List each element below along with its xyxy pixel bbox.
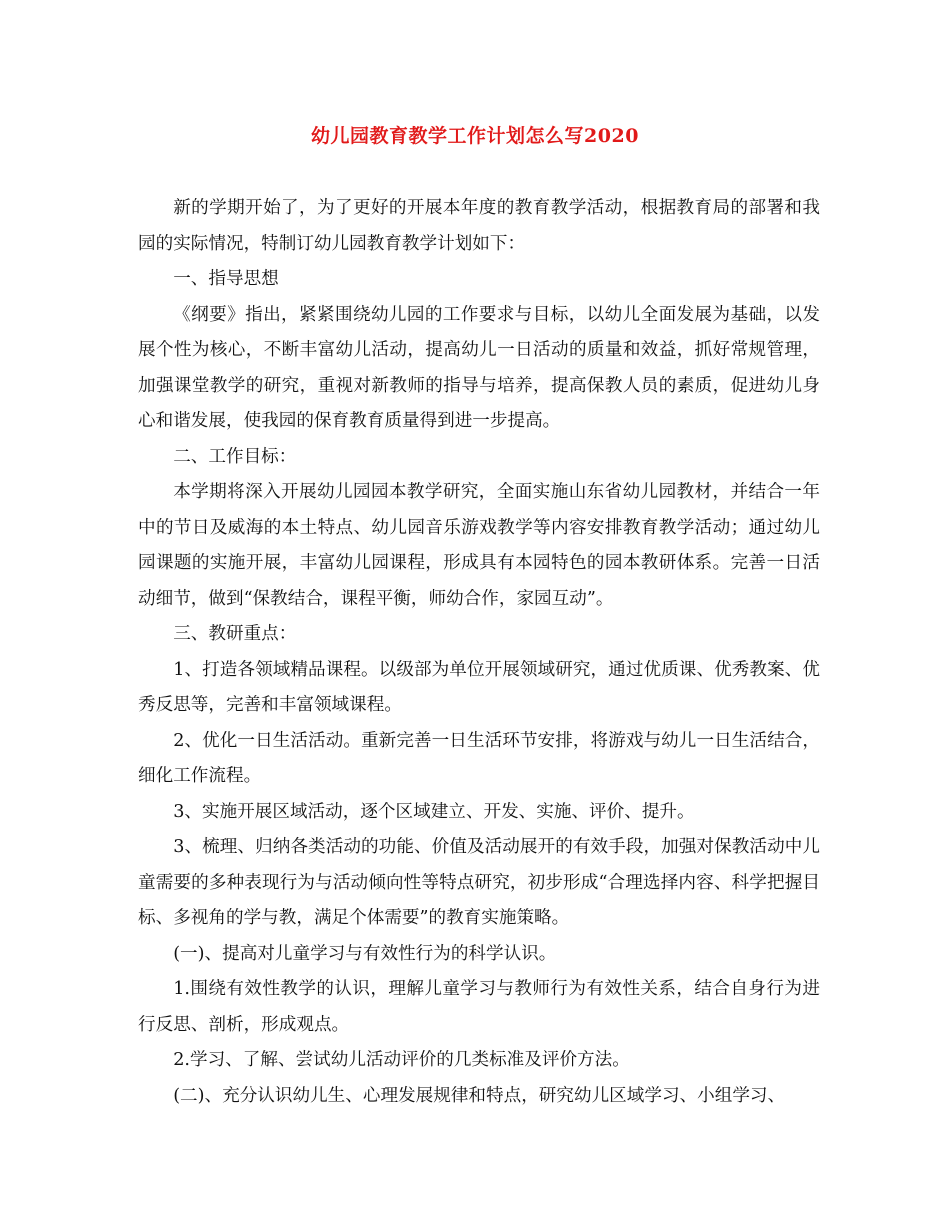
subsection-heading-2: (二)、充分认识幼儿生、心理发展规律和特点，研究幼儿区域学习、小组学习、 xyxy=(173,1085,786,1106)
intro-paragraph: 新的学期开始了，为了更好的开展本年度的教育教学活动，根据教育局的部署和我园的实际情况，特制订幼儿园教育教学计划如下： xyxy=(138,198,820,254)
subsection-1-item-1: 1.围绕有效性教学的认识，理解儿童学习与教师行为有效性关系，结合自身行为进行反思、剖析，形成观点。 xyxy=(138,979,820,1035)
section-heading-guiding-ideology: 一、指导思想 xyxy=(173,269,279,289)
work-goals-paragraph: 本学期将深入开展幼儿园园本教学研究，全面实施山东省幼儿园教材，并结合一年中的节日及威海的本土特点、幼儿园音乐游戏教学等内容安排教育教学活动；通过幼儿园课题的实施开展，丰富幼儿园课程，形成具有本园特色的园本教研体系。完善一日活动细节，做到“保教结合，课程平衡，师幼合作，家园互动”。 xyxy=(138,482,820,609)
section-heading-research-focus: 三、教研重点： xyxy=(173,624,297,644)
guiding-ideology-paragraph: 《纲要》指出，紧紧围绕幼儿园的工作要求与目标，以幼儿全面发展为基础，以发展个性为核心，不断丰富幼儿活动，提高幼儿一日活动的质量和效益，抓好常规管理，加强课堂教学的研究，重视对新教师的指导与培养，提高保教人员的素质，促进幼儿身心和谐发展，使我园的保育教育质量得到进一步提高。 xyxy=(138,304,820,431)
section-heading-work-goals: 二、工作目标： xyxy=(173,446,297,467)
research-focus-item-1: 1、打造各领域精品课程。以级部为单位开展领域研究，通过优质课、优秀教案、优秀反思等，完善和丰富领域课程。 xyxy=(138,659,820,715)
subsection-heading-1: (一)、提高对儿童学习与有效性行为的科学认识。 xyxy=(173,943,557,964)
subsection-1-item-2: 2.学习、了解、尝试幼儿活动评价的几类标准及评价方法。 xyxy=(173,1050,630,1070)
document-body xyxy=(138,191,820,1114)
research-focus-item-3b: 3、梳理、归纳各类活动的功能、价值及活动展开的有效手段，加强对保教活动中儿童需要的多种表现行为与活动倾向性等特点研究，初步形成“合理选择内容、科学把握目标、多视角的学与教，满足个体需要”的教育实施策略。 xyxy=(138,837,820,928)
research-focus-item-3: 3、实施开展区域活动，逐个区域建立、开发、实施、评价、提升。 xyxy=(173,801,695,822)
document-title: 幼儿园教育教学工作计划怎么写2020 xyxy=(311,125,639,147)
research-focus-item-2: 2、优化一日生活活动。重新完善一日生活环节安排，将游戏与幼儿一日生活结合，细化工作流程。 xyxy=(138,730,820,786)
